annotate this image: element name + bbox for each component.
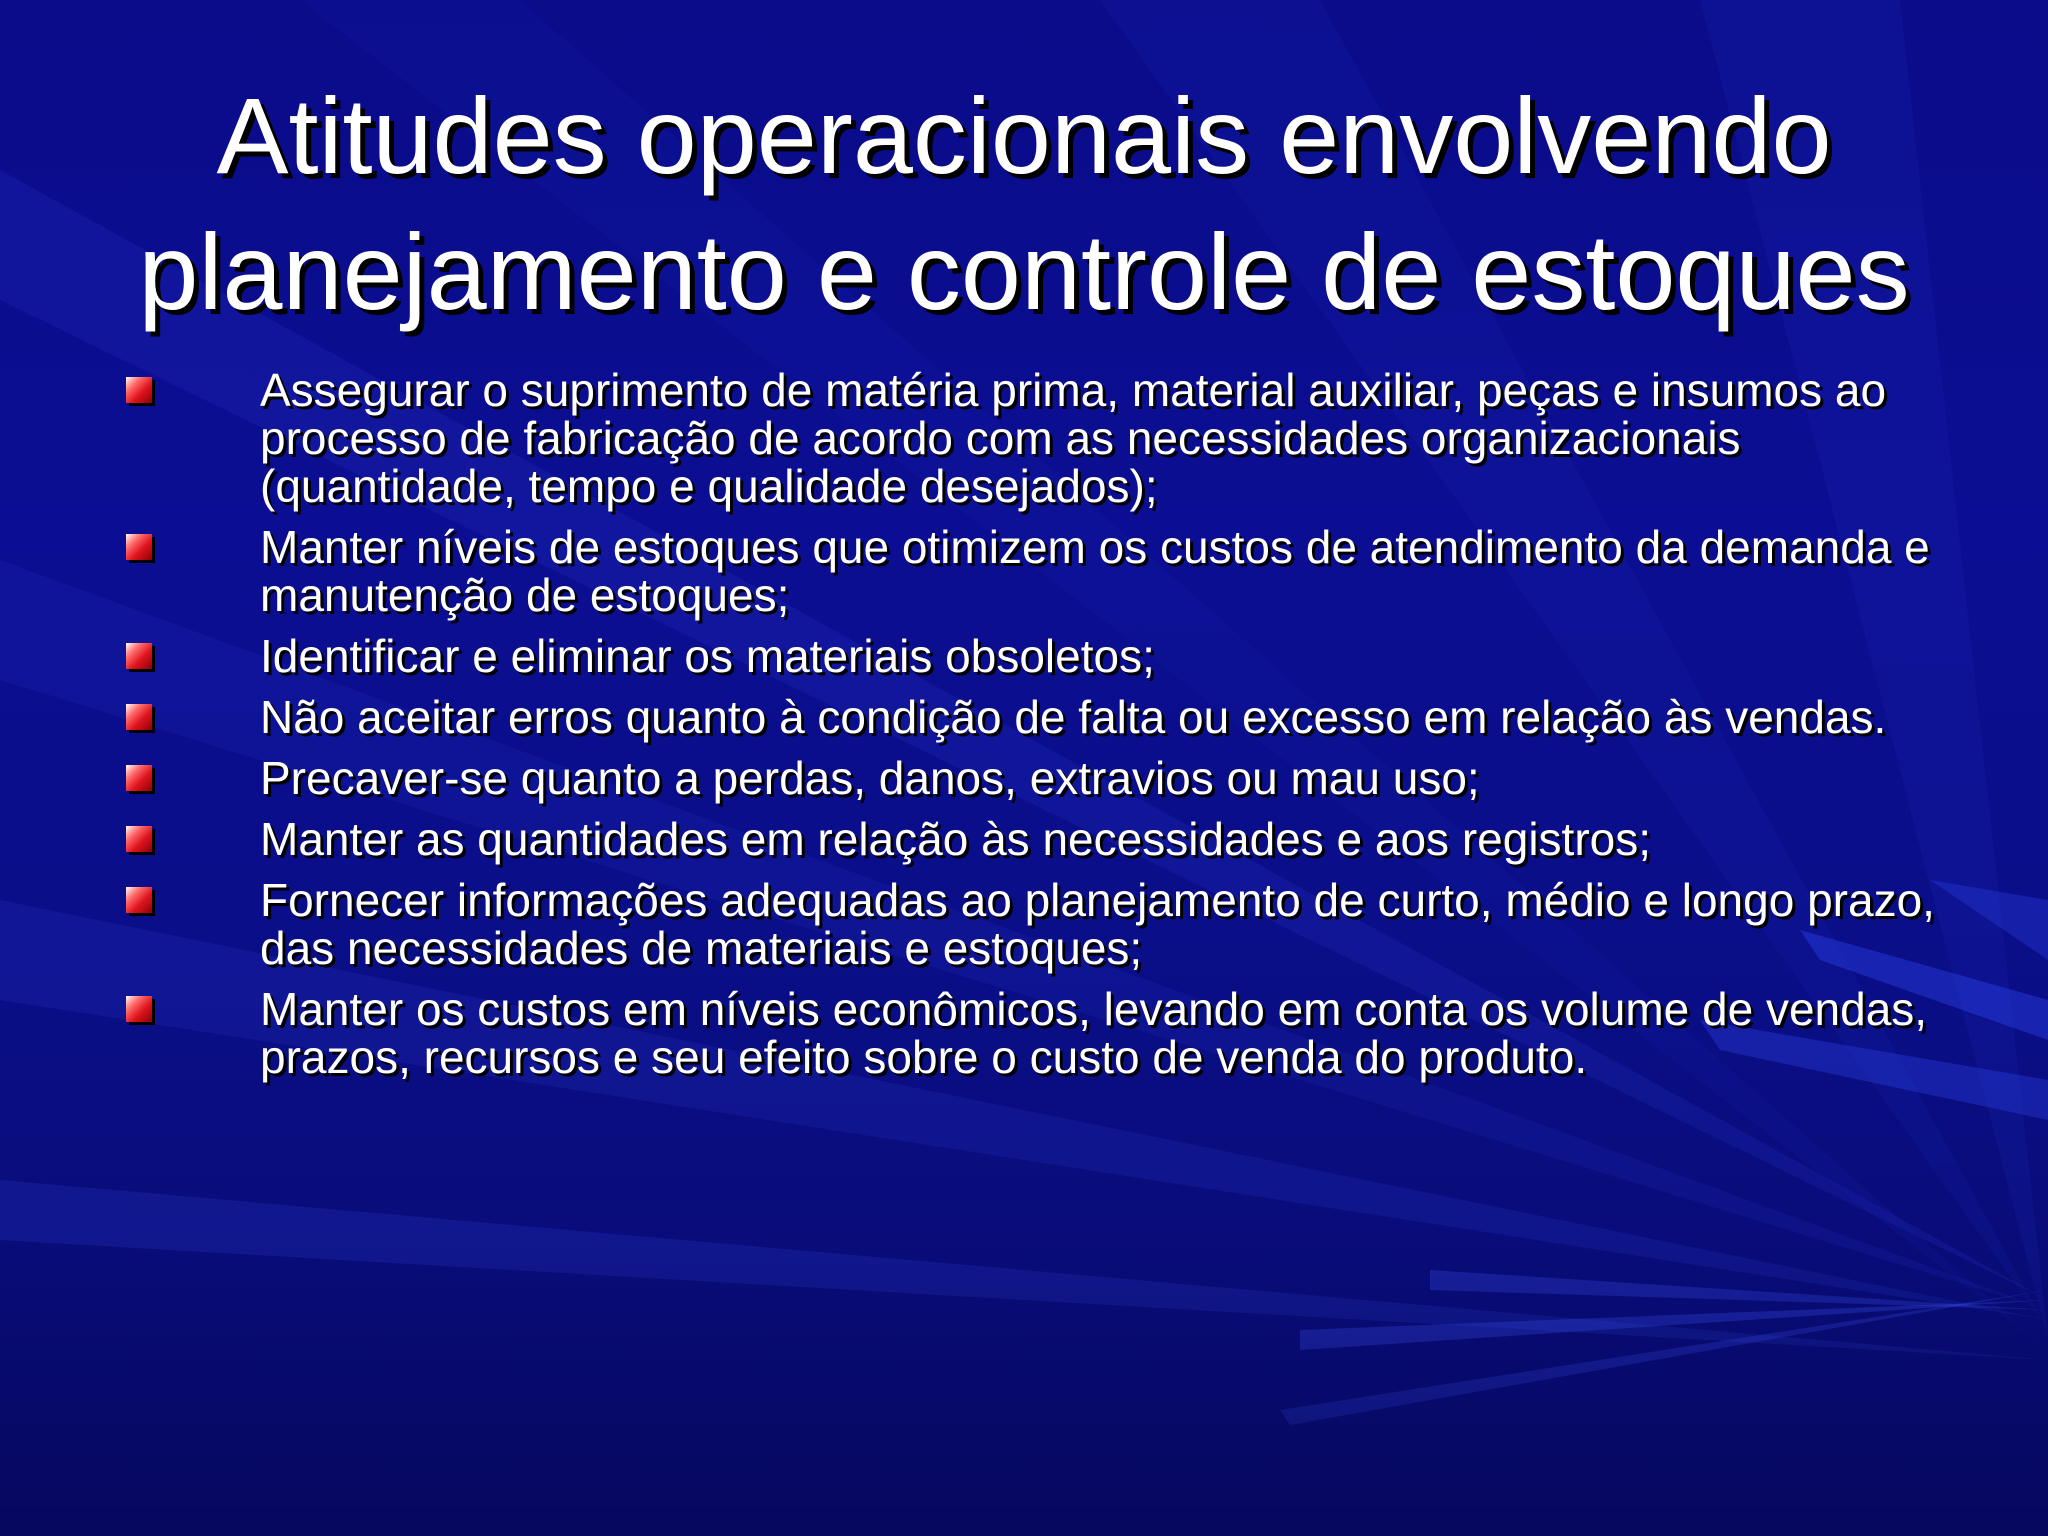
bullet-text: Identificar e eliminar os materiais obsoletos;: [260, 630, 1155, 682]
red-square-bullet-icon: [126, 643, 152, 669]
bullet-text: Manter as quantidades em relação às necessidades e aos registros;: [260, 813, 1652, 865]
red-square-bullet-icon: [126, 704, 152, 730]
red-square-bullet-icon: [126, 826, 152, 852]
title-line-2: planejamento e controle de estoques: [138, 211, 1910, 332]
bullet-list: [0, 366, 2048, 1094]
bullet-item: [0, 754, 2048, 802]
bullet-text: Precaver-se quanto a perdas, danos, extravios ou mau uso;: [260, 752, 1480, 804]
bullet-item: [0, 523, 2048, 619]
bullet-text: Assegurar o suprimento de matéria prima, material auxiliar, peças e insumos ao processo de fabricação de acordo com as necessidades organizacionais (quantidade, tempo e qualidade desejados);: [260, 364, 1887, 512]
red-square-bullet-icon: [126, 765, 152, 791]
red-square-bullet-icon: [126, 887, 152, 913]
bullet-item: [0, 632, 2048, 680]
bullet-item: [0, 693, 2048, 741]
bullet-text: Manter níveis de estoques que otimizem os custos de atendimento da demanda e manutenção de estoques;: [260, 521, 1930, 621]
title-line-1: Atitudes operacionais envolvendo: [216, 75, 1832, 196]
bullet-item: [0, 366, 2048, 510]
red-square-bullet-icon: [126, 996, 152, 1022]
bullet-item: [0, 876, 2048, 972]
bullet-text: Não aceitar erros quanto à condição de falta ou excesso em relação às vendas.: [260, 691, 1887, 743]
bullet-item: [0, 985, 2048, 1081]
slide-title: [40, 68, 2008, 340]
red-square-bullet-icon: [126, 534, 152, 560]
bullet-item: [0, 815, 2048, 863]
bullet-text: Fornecer informações adequadas ao planejamento de curto, médio e longo prazo, das necessidades de materiais e estoques;: [260, 874, 1935, 974]
bullet-text: Manter os custos em níveis econômicos, levando em conta os volume de vendas, prazos, recursos e seu efeito sobre o custo de venda do produto.: [260, 983, 1928, 1083]
red-square-bullet-icon: [126, 377, 152, 403]
